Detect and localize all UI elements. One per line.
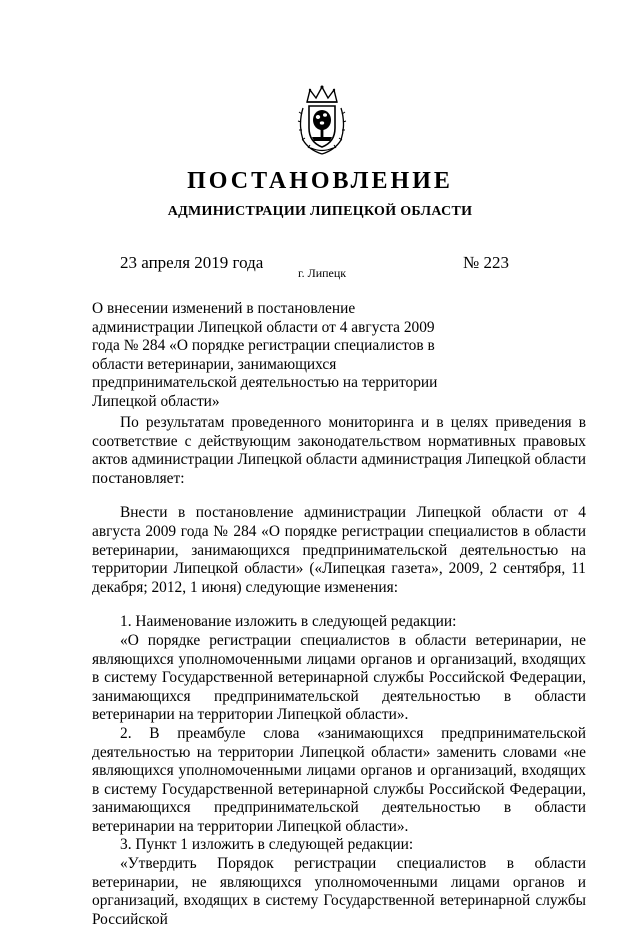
paragraph-preamble: По результатам проведенного мониторинга и в целях приведения в соответствие с действующим законодательством нормативных правовых актов администрации Липецкой области администрация Липецкой области постановляет:: [92, 414, 586, 487]
document-body: [92, 414, 586, 929]
document-subject: О внесении изменений в постановление администрации Липецкой области от 4 августа 2009 года № 284 «О порядке регистрации специалистов в области ветеринарии, занимающихся предпринимательской деятельностью на территории Липецкой области»: [92, 300, 438, 410]
document-subtitle: АДМИНИСТРАЦИИ ЛИПЕЦКОЙ ОБЛАСТИ: [167, 204, 473, 219]
paragraph-item-1-text: «О порядке регистрации специалистов в области ветеринарии, не являющихся уполномоченными лицами органов и организаций, входящих в систему Государственной ветеринарной службы Российской Федерации, занимающихся предпринимательской деятельностью в области ветеринарии на территории Липецкой области».: [92, 631, 586, 724]
document-number: № 223: [463, 253, 509, 272]
document-city: г. Липецк: [298, 266, 347, 280]
document-date: 23 апреля 2019 года: [120, 253, 264, 272]
paragraph-item-2: 2. В преамбуле слова «занимающихся предпринимательской деятельностью на территории Липецкой области» заменить словами «не являющихся уполномоченными лицами органов и организаций, входящих в систему Государственной ветеринарной службы Российской Федерации, занимающихся предпринимательской деятельностью в области ветеринарии на территории Липецкой области».: [92, 724, 586, 835]
paragraph-item-1: 1. Наименование изложить в следующей редакции:: [120, 613, 457, 631]
coat-of-arms-icon: [297, 84, 347, 156]
paragraph-decree: Внести в постановление администрации Липецкой области от 4 августа 2009 года № 284 «О порядке регистрации специалистов в области ветеринарии, занимающихся предпринимательской деятельностью на территории Липецкой области» («Липецкая газета», 2009, 2 сентября, 11 декабря; 2012, 1 июня) следующие изменения:: [92, 504, 586, 596]
paragraph-item-3-text: «Утвердить Порядок регистрации специалистов в области ветеринарии, не являющихся уполномоченными лицами органов и организаций, входящих в систему Государственной ветеринарной службы Российской: [92, 855, 586, 928]
document-title: ПОСТАНОВЛЕНИЕ: [187, 168, 453, 194]
paragraph-item-3: 3. Пункт 1 изложить в следующей редакции:: [120, 836, 414, 854]
